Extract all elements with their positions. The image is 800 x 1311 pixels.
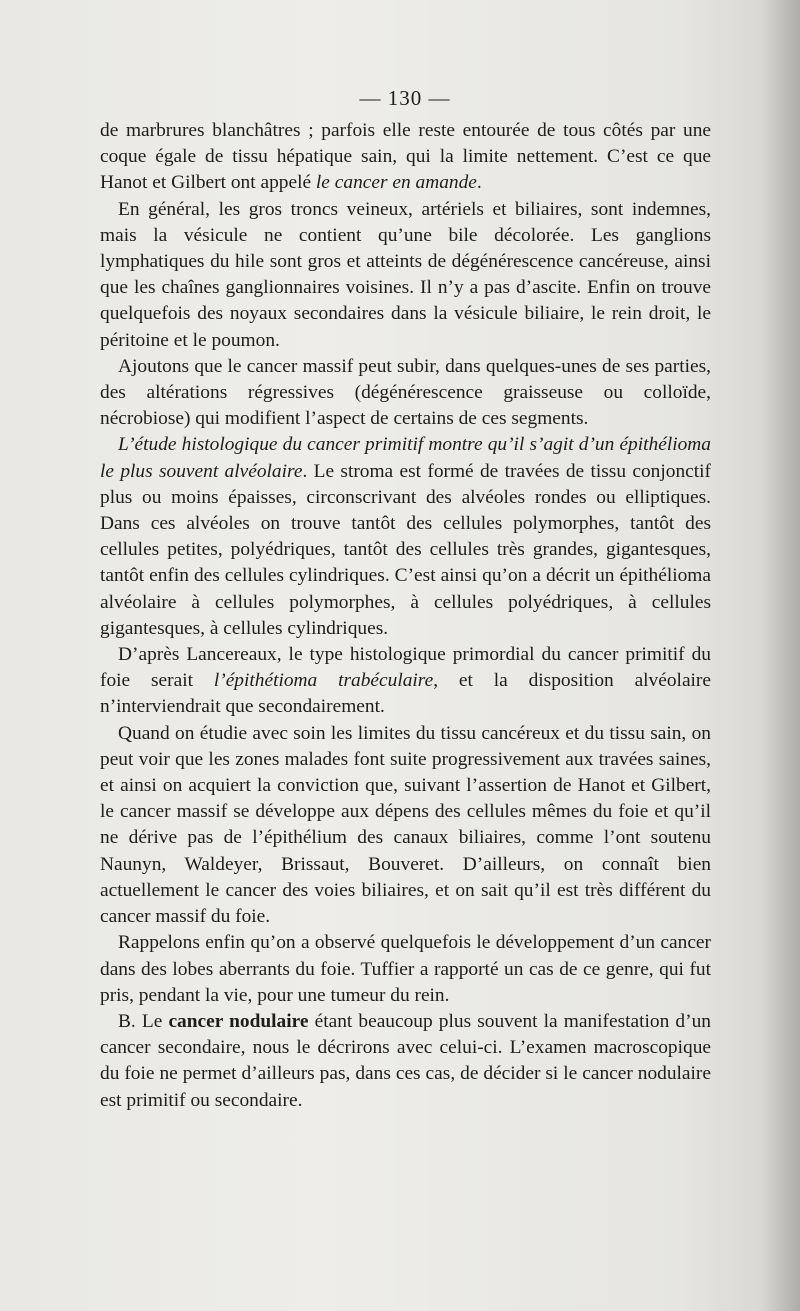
histology-lead-italic: L’étude histologique du cancer primitif montre qu’il s’agit d’un épithélioma le plus souvent alvéolaire [100, 434, 711, 482]
paragraph-5-text: D’après Lancereaux, le type histologique primordial du cancer primitif du foie serait [100, 644, 711, 692]
paragraph-1-end: . [476, 172, 482, 194]
paragraph-2: En général, les gros troncs veineux, artériels et biliaires, sont indemnes, mais la vésicule ne contient qu’une bile décolorée. Les ganglions lymphatiques du hile sont gros et atteints de dégénérescence cancéreuse, ainsi que les chaînes ganglionnaires voisines. Il n’y a pas d’ascite. Enfin on trouve quelquefois des noyaux secondaires dans la vésicule biliaire, le rein droit, le péritoine et le poumon. [100, 198, 711, 351]
paragraph-4-text: . Le stroma est formé de travées de tissu conjonctif plus ou moins épaisses, circonscrivant des alvéoles rondes ou elliptiques. Dans ces alvéoles on trouve tantôt des cellules polymorphes, tantôt des cellules petites, polyédriques, tantôt des cellules très grandes, gigantesques, tantôt enfin des cellules cylindriques. C’est ainsi qu’on a décrit un épithélioma alvéolaire à cellules polymorphes, à cellules polyédriques, à cellules gigantesques, à cellules cylindriques. [100, 460, 711, 639]
page-edge-shadow [760, 0, 800, 1311]
body-text [100, 118, 711, 1114]
page-number: — 130 — [359, 86, 451, 110]
paragraph-7: Rappelons enfin qu’on a observé quelquefois le développement d’un cancer dans des lobes aberrants du foie. Tuffier a rapporté un cas de ce genre, qui fut pris, pendant la vie, pour une tumeur du rein. [100, 932, 711, 1006]
paragraph-4 [100, 432, 711, 642]
paragraph-5 [100, 642, 711, 721]
paragraph-5-end: , et la disposition alvéolaire n’interviendrait que secondairement. [100, 670, 711, 718]
paragraph-3: Ajoutons que le cancer massif peut subir, dans quelques-unes de ses parties, des altérations régressives (dégénérescence graisseuse ou colloïde, nécrobiose) qui modifient l’aspect de certains de ces segments. [100, 355, 711, 430]
paragraph-8-start: B. Le [118, 1010, 169, 1032]
paragraph-1-text: de marbrures blanchâtres ; parfois elle reste entourée de tous côtés par une coque égale de tissu hépatique sain, qui la limite nettement. C’est ce que Hanot et Gilbert ont appelé [100, 120, 711, 194]
paragraph-6: Quand on étudie avec soin les limites du tissu cancéreux et du tissu sain, on peut voir que les zones malades font suite progressivement aux travées saines, et ainsi on acquiert la conviction que, suivant l’assertion de Hanot et Gilbert, le cancer massif se développe aux dépens des cellules mêmes du foie et qu’il ne dérive pas de l’épithélium des canaux biliaires, comme l’ont soutenu Naunyn, Waldeyer, Brissaut, Bouveret. D’ailleurs, on connaît bien actuellement le cancer des voies biliaires, et on sait qu’il est très différent du cancer massif du foie. [100, 722, 711, 928]
epithelioma-trabeculaire-term: l’épithétioma trabéculaire [213, 670, 434, 692]
cancer-nodulaire-term: cancer nodulaire [168, 1010, 309, 1032]
paragraph-8 [100, 1009, 711, 1114]
paragraph-1 [100, 118, 711, 197]
cancer-en-amande-term: le cancer en amande [315, 172, 477, 194]
paragraph-8-text: étant beaucoup plus souvent la manifestation d’un cancer secondaire, nous le décrirons avec celui-ci. L’examen macroscopique du foie ne permet d’ailleurs pas, dans ces cas, de décider si le cancer nodulaire est primitif ou secondaire. [100, 1010, 711, 1111]
